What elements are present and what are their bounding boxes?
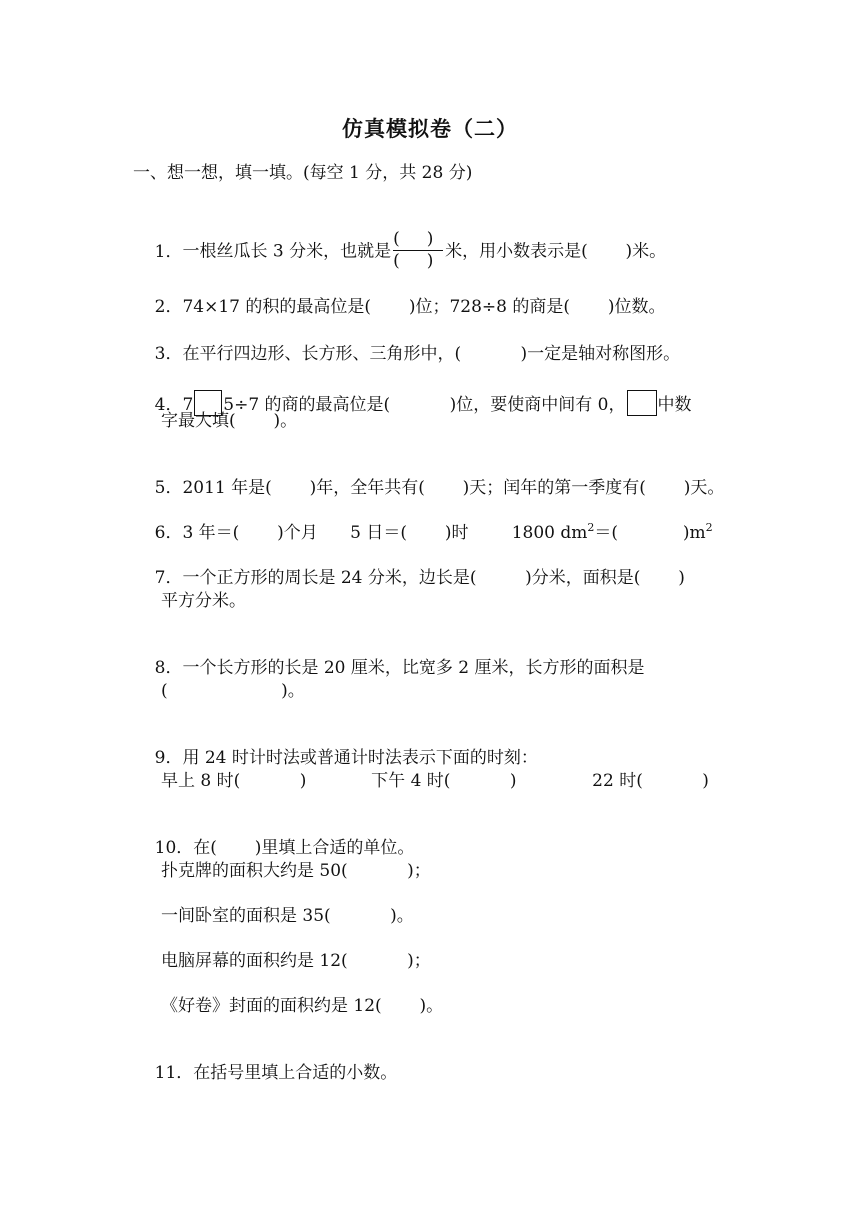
question-10-item: 《好卷》封面的面积约是 12( )。 xyxy=(161,996,444,1016)
question-text: 在平行四边形、长方形、三角形中，( )一定是轴对称图形。 xyxy=(182,344,681,364)
question-text: 74×17 的积的最高位是( )位；728÷8 的商是( )位数。 xyxy=(182,297,666,317)
question-number: 5． xyxy=(154,478,183,498)
question-number: 10． xyxy=(154,838,194,858)
digit-box xyxy=(627,390,657,416)
question-text: 在( )里填上合适的单位。 xyxy=(193,838,415,858)
question-number: 2． xyxy=(154,297,183,317)
question-number: 1． xyxy=(154,241,183,262)
question-text: 米，用小数表示是( )米。 xyxy=(445,241,667,262)
question-8-continued: ( )。 xyxy=(161,681,305,701)
question-text: ＝( )m xyxy=(594,523,706,543)
question-7-continued: 平方分米。 xyxy=(161,591,246,611)
fraction-denominator-blank: ( ) xyxy=(393,251,434,271)
question-text: 用 24 时计时法或普通计时法表示下面的时刻： xyxy=(182,748,538,768)
question-10-item: 一间卧室的面积是 35( )。 xyxy=(161,906,414,926)
question-9-continued: 早上 8 时( ) 下午 4 时( ) 22 时( ) xyxy=(161,771,709,791)
question-text: 一个长方形的长是 20 厘米，比宽多 2 厘米，长方形的面积是 xyxy=(182,658,645,678)
question-4-continued: 字最大填( )。 xyxy=(161,411,298,431)
question-text: 中数 xyxy=(657,395,692,415)
question-11 xyxy=(133,1040,397,1106)
question-number: 3． xyxy=(154,344,183,364)
question-number: 9． xyxy=(154,748,183,768)
question-number: 4． xyxy=(154,395,183,415)
superscript: 2 xyxy=(587,521,595,534)
question-text: 一根丝瓜长 3 分米，也就是 xyxy=(182,241,392,262)
question-number: 6． xyxy=(154,523,183,543)
question-text: 2011 年是( )年，全年共有( )天；闰年的第一季度有( )天。 xyxy=(182,478,725,498)
fraction-blank xyxy=(393,229,443,271)
question-number: 8． xyxy=(154,658,183,678)
page-title: 仿真模拟卷（二） xyxy=(342,117,518,141)
question-text: 7 xyxy=(182,395,194,415)
question-number: 7． xyxy=(154,568,183,588)
question-number: 11． xyxy=(154,1063,194,1083)
section-heading: 一、想一想，填一填。(每空 1 分，共 28 分) xyxy=(133,163,473,183)
question-text: 3 年＝( )个月 5 日＝( )时 1800 dm xyxy=(182,523,588,543)
superscript: 2 xyxy=(705,521,713,534)
fraction-numerator-blank: ( ) xyxy=(393,229,434,249)
question-10-item: 电脑屏幕的面积约是 12( )； xyxy=(161,951,431,971)
question-10-item: 扑克牌的面积大约是 50( )； xyxy=(161,861,431,881)
question-text: 5÷7 的商的最高位是( )位，要使商中间有 0， xyxy=(223,395,626,415)
question-text: 在括号里填上合适的小数。 xyxy=(193,1063,398,1083)
question-text: 一个正方形的周长是 24 分米，边长是( )分米，面积是( ) xyxy=(182,568,685,588)
